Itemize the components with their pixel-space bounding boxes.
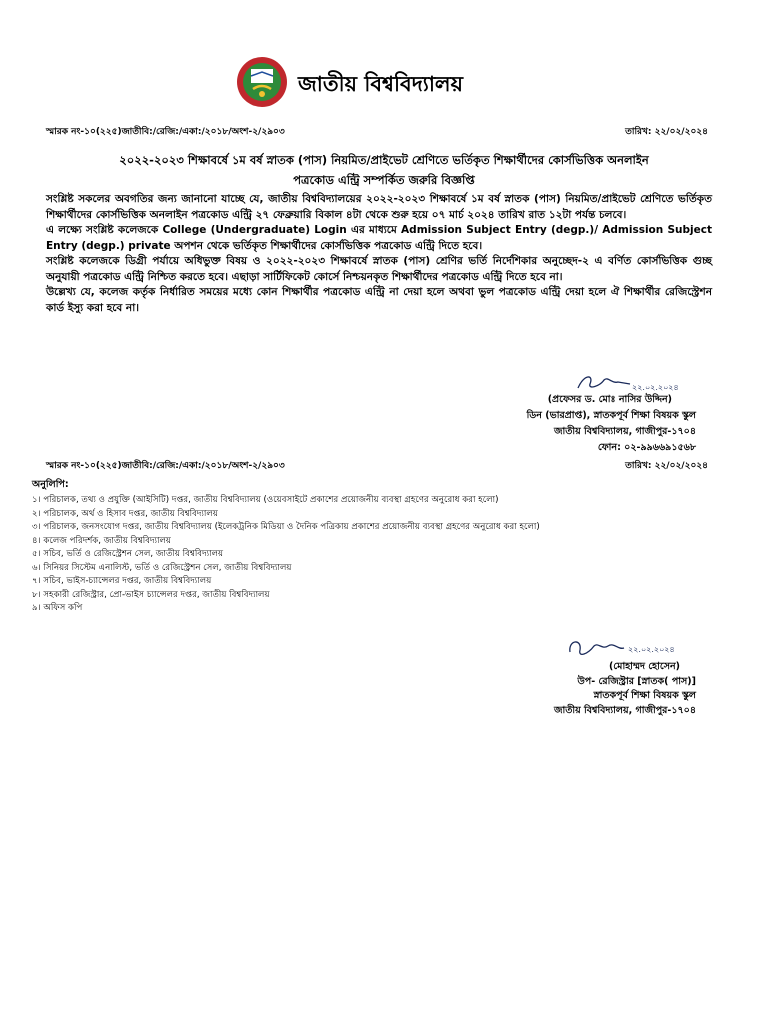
signatory-institution: জাতীয় বিশ্ববিদ্যালয়, গাজীপুর-১৭০৪ [553,426,696,437]
letterhead [236,56,463,108]
signature-date: ২২.০২.২০২৪ [628,645,675,654]
notice-title-line: পত্রকোড এন্ট্রি সম্পর্কিত জরুরি বিজ্ঞপ্তি [293,173,475,187]
notice-paragraph: এ লক্ষ্যে সংশ্লিষ্ট কলেজকে College (Undergraduate) Login এর মাধ্যমে Admission Subject Entry (degp.)/ Admission Subject Entry (degp.) private অপশন থেকে ভর্তিকৃত শিক্ষার্থীদের কোর্সভিত্তিক পত্রকোড এন্ট্রি দিতে হবে। [46,224,712,252]
signatory-school: স্নাতকপূর্ব শিক্ষা বিষয়ক স্কুল [593,690,696,701]
memo-date: তারিখ: ২২/০২/২০২৪ [625,127,708,137]
university-name: জাতীয় বিশ্ববিদ্যালয় [298,71,463,96]
list-item: ৭। সচিব, ভাইস-চ্যান্সেলর দপ্তর, জাতীয় বিশ্ববিদ্যালয় [32,576,212,586]
notice-title-line: ২০২২-২০২৩ শিক্ষাবর্ষে ১ম বর্ষ স্নাতক (পাস) নিয়মিত/প্রাইভেট শ্রেণিতে ভর্তিকৃত শিক্ষার্থীদের কোর্সভিত্তিক অনলাইন [119,153,649,167]
list-item: ৪। কলেজ পরিদর্শক, জাতীয় বিশ্ববিদ্যালয় [32,535,171,546]
university-logo [236,56,288,108]
copies-list [32,494,732,616]
list-item: ৩। পরিচালক, জনসংযোগ দপ্তর, জাতীয় বিশ্ববিদ্যালয় (ইলেকট্রনিক মিডিয়া ও দৈনিক পত্রিকায় প্রকাশের প্রয়োজনীয় ব্যবস্থা গ্রহণের অনুরোধ করা হলো) [32,522,540,532]
memo-row [46,124,708,139]
notice-paragraph: সংশ্লিষ্ট কলেজকে ডিগ্রী পর্যায়ে অধিভুক্ত বিষয় ও ২০২২-২০২৩ শিক্ষাবর্ষে স্নাতক (পাস) শ্রেণির ভর্তি নির্দেশিকার অনুচ্ছেদ-২ এ বর্ণিত কোর্সভিত্তিক গুচ্ছ অনুযায়ী পত্রকোড এন্ট্রি নিশ্চিত করতে হবে। এছাড়া সার্টিফিকেট কোর্সে নিশ্চয়নকৃত শিক্ষার্থীদের পত্রকোড এন্ট্রি দিতে হবে না। [46,255,712,283]
list-item: ৫। সচিব, ভর্তি ও রেজিস্ট্রেশন সেল, জাতীয় বিশ্ববিদ্যালয় [32,549,224,559]
list-item: ২। পরিচালক, অর্থ ও হিসাব দপ্তর, জাতীয় বিশ্ববিদ্যালয় [32,508,218,519]
signatory-designation: ডিন (ভারপ্রাপ্ত), স্নাতকপূর্ব শিক্ষা বিষয়ক স্কুল [526,410,696,421]
signatory-phone: ফোন: ০২-৯৯৬৬৯১৫৬৮ [597,442,696,453]
notice-paragraph: উল্লেখ্য যে, কলেজ কর্তৃক নির্ধারিত সময়ের মধ্যে কোন শিক্ষার্থীর পত্রকোড এন্ট্রি না দেয়া হলে অথবা ভুল পত্রকোড এন্ট্রি দেয়া হলে ঐ শিক্ষার্থীর রেজিস্ট্রেশন কার্ড ইস্যু করা হবে না। [46,286,712,314]
memo-row [46,458,708,473]
memo-reference: স্মারক নং-১০(২২৫)জাতীবি:/রেজি:/একা:/২০১৮/অংশ-২/২৯০৩ [46,461,285,471]
notice-title [38,150,730,190]
signatory-block [554,660,696,718]
signature-date: ২২.০২.২০২৪ [632,383,679,392]
notice-body [46,192,712,316]
list-item: ১। পরিচালক, তথ্য ও প্রযুক্তি (আইসিটি) দপ্তর, জাতীয় বিশ্ববিদ্যালয় (ওয়েবসাইটে প্রকাশের প্রয়োজনীয় ব্যবস্থা গ্রহণের অনুরোধ করা হলো) [32,495,499,505]
signatory-name: (প্রফেসর ড. মোঃ নাসির উদ্দিন) [547,394,672,405]
memo-date: তারিখ: ২২/০২/২০২৪ [625,461,708,471]
signatory-designation: উপ- রেজিস্ট্রার [স্নাতক( পাস)] [577,675,696,687]
list-item: ৬। সিনিয়র সিস্টেম এনালিস্ট, ভর্তি ও রেজিস্ট্রেশন সেল, জাতীয় বিশ্ববিদ্যালয় [32,562,292,573]
memo-reference: স্মারক নং-১০(২২৫)জাতীবি:/রেজি:/একা:/২০১৮/অংশ-২/২৯০৩ [46,127,285,137]
signatory-name: (মোহাম্মদ হোসেন) [608,661,680,672]
copies-label: অনুলিপি: [32,479,69,490]
signatory-institution: জাতীয় বিশ্ববিদ্যালয়, গাজীপুর-১৭০৪ [553,704,696,716]
list-item: ৯। অফিস কপি [32,603,83,613]
signatory-block [527,392,696,456]
notice-paragraph: সংশ্লিষ্ট সকলের অবগতির জন্য জানানো যাচ্ছে যে, জাতীয় বিশ্ববিদ্যালয়ের ২০২২-২০২৩ শিক্ষাবর্ষে ১ম বর্ষ স্নাতক (পাস) নিয়মিত/প্রাইভেট শ্রেণিতে ভর্তিকৃত শিক্ষার্থীদের কোর্সভিত্তিক অনলাইন পত্রকোড এন্ট্রি ২৭ ফেব্রুয়ারি বিকাল ৪টা থেকে শুরু হয়ে ০৭ মার্চ ২০২৪ তারিখ রাত ১২টা পর্যন্ত চলবে। [46,193,712,221]
list-item: ৮। সহকারী রেজিস্ট্রার, প্রো-ভাইস চ্যান্সেলর দপ্তর, জাতীয় বিশ্ববিদ্যালয় [32,589,270,600]
